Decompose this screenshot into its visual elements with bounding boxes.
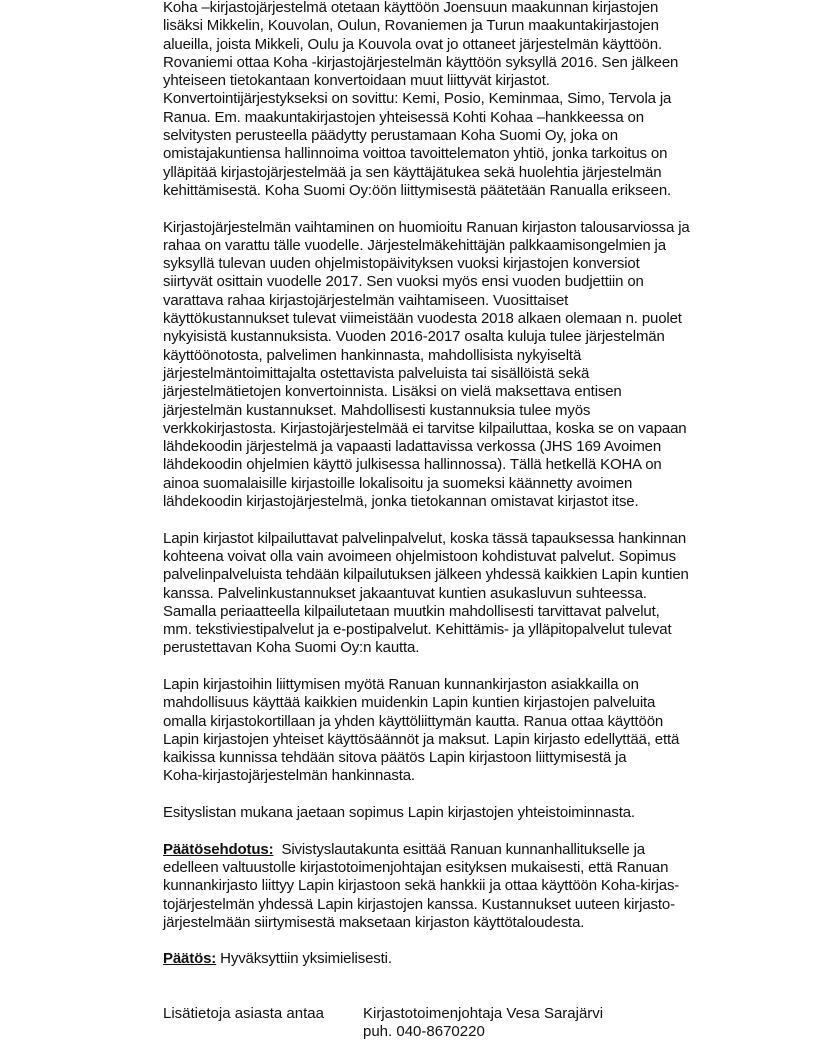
decision-line bbox=[163, 950, 763, 968]
proposal-section bbox=[163, 841, 763, 932]
text-line: Lapin kirjastot kilpailuttavat palvelinpalvelut, koska tässä tapauksessa hankinnan bbox=[163, 529, 687, 547]
text-line: ylläpitää kirjastojärjestelmää ja sen käyttäjätukea sekä huolehtia järjestelmän bbox=[163, 163, 662, 181]
contact-label: Lisätietoja asiasta antaa bbox=[163, 1004, 324, 1022]
contact-row-name bbox=[163, 1005, 763, 1023]
text-line: kohteena voivat olla vain avoimeen ohjelmistoon kohdistuvat palvelut. Sopimus bbox=[163, 547, 676, 565]
text-line: käyttökustannukset tulevat viimeistään vuodesta 2018 alkaen olemaan n. puolet bbox=[163, 310, 682, 328]
paragraph-spacer bbox=[163, 822, 763, 840]
proposal-text: Sivistyslautakunta esittää Ranuan kunnanhallitukselle ja bbox=[281, 840, 645, 858]
text-line: palvelinpalveluista tehdään kilpailutuksen jälkeen yhdessä kaikkien Lapin kuntien bbox=[163, 566, 689, 584]
decision-section bbox=[163, 950, 763, 968]
paragraph-spacer bbox=[163, 786, 763, 804]
paragraph-spacer bbox=[163, 658, 763, 676]
text-line: syksyllä tulevan uuden ohjelmistopäivityksen vuoksi kirjastojen konversiot bbox=[163, 255, 640, 273]
text-line: Samalla periaatteella kilpailutetaan muutkin mahdollisesti tarvittavat palvelut, bbox=[163, 602, 660, 620]
decision-text: Hyväksyttiin yksimielisesti. bbox=[220, 950, 392, 968]
document-page bbox=[163, 0, 763, 1041]
text-line: järjestelmään siirtymisestä maksetaan kirjaston käyttötaloudesta. bbox=[163, 913, 585, 931]
text-line: alueilla, joista Mikkeli, Oulu ja Kouvola ovat jo ottaneet järjestelmän käyttöön. bbox=[163, 35, 662, 53]
text-line: Kirjastojärjestelmän vaihtaminen on huomioitu Ranuan kirjaston talousarviossa ja bbox=[163, 218, 690, 236]
text-line: yhteiseen tietokantaan konvertoidaan muut liittyvät kirjastot. bbox=[163, 72, 550, 90]
text-line: Koha –kirjastojärjestelmä otetaan käyttöön Joensuun maakunnan kirjastojen bbox=[163, 0, 659, 16]
text-line: lähdekoodin järjestelmä ja vapaasti ladattavissa verkossa (JHS 169 Avoimen bbox=[163, 438, 662, 456]
text-line: varattava rahaa kirjastojärjestelmän vaihtamiseen. Vuosittaiset bbox=[163, 291, 569, 309]
text-line: Rovaniemi ottaa Koha -kirjastojärjestelmän käyttöön syksyllä 2016. Sen jälkeen bbox=[163, 53, 679, 71]
text-line: kehittämisestä. Koha Suomi Oy:öön liittymisestä päätetään Ranualla erikseen. bbox=[163, 181, 672, 199]
text-line: omalla kirjastokortillaan ja yhden käyttöliittymän kautta. Ranua ottaa käyttöön bbox=[163, 712, 664, 730]
text-line: Ranua. Em. maakuntakirjastojen yhteisessä Kohti Kohaa –hankkeessa on bbox=[163, 108, 644, 126]
paragraph-budget bbox=[163, 219, 763, 512]
contact-phone: puh. 040-8670220 bbox=[363, 1023, 485, 1041]
text-line: siirtyvät osittain vuodelle 2017. Sen vuoksi myös ensi vuoden budjettiin on bbox=[163, 273, 644, 291]
text-line: omistajakuntiensa hallinnoima voittoa tavoittelematon yhtiö, jonka tarkoitus on bbox=[163, 145, 668, 163]
paragraph-lapland-libraries bbox=[163, 676, 763, 786]
text-line: tojärjestelmän yhdessä Lapin kirjastojen kanssa. Kustannukset uuteen kirjasto- bbox=[163, 895, 675, 913]
text-line: Esityslistan mukana jaetaan sopimus Lapin kirjastojen yhteistoiminnasta. bbox=[163, 804, 635, 822]
text-line: kunnankirjasto liittyy Lapin kirjastoon sekä hankkii ja ottaa käyttöön Koha-kirjas- bbox=[163, 877, 680, 895]
decision-label: Päätös: bbox=[163, 950, 217, 968]
paragraph-agreement-note bbox=[163, 804, 763, 822]
text-line: järjestelmäntoimittajalta ostettavista palveluista tai sisällöistä sekä bbox=[163, 364, 590, 382]
text-line: mm. tekstiviestipalvelut ja e-postipalvelut. Kehittämis- ja ylläpitopalvelut tulevat bbox=[163, 621, 672, 639]
paragraph-koha-intro bbox=[163, 0, 763, 200]
text-line: lähdekoodin kirjastojärjestelmä, jonka tietokannan omistavat kirjastot itse. bbox=[163, 493, 639, 511]
text-line: käyttöönotosta, palvelimen hankinnasta, mahdollisista nykyiseltä bbox=[163, 346, 582, 364]
text-line: nykyisistä kustannuksista. Vuoden 2016-2017 osalta kuluja tulee järjestelmän bbox=[163, 328, 665, 346]
text-line: ainoa suomalaisille kirjastoille lokalisoitu ja suomeksi käännetty avoimen bbox=[163, 474, 633, 492]
text-line: selvitysten perusteella päädytty perustamaan Koha Suomi Oy, joka on bbox=[163, 127, 618, 145]
text-line: järjestelmän kustannukset. Mahdollisesti kustannuksia tulee myös bbox=[163, 401, 591, 419]
text-line: kaikissa kunnissa tehdään sitova päätös Lapin kirjastoon liittymisestä ja bbox=[163, 749, 627, 767]
text-line: perustettavan Koha Suomi Oy:n kautta. bbox=[163, 639, 420, 657]
text-line: lisäksi Mikkelin, Kouvolan, Oulun, Rovaniemen ja Turun maakuntakirjastojen bbox=[163, 17, 659, 35]
contact-name: Kirjastotoimenjohtaja Vesa Sarajärvi bbox=[363, 1004, 604, 1022]
text-line: mahdollisuus käyttää kaikkien muidenkin Lapin kuntien kirjastojen palveluita bbox=[163, 694, 656, 712]
text-line: Konvertointijärjestykseksi on sovittu: Kemi, Posio, Keminmaa, Simo, Tervola ja bbox=[163, 90, 672, 108]
text-line: lähdekoodin ohjelmien käyttö julkisessa hallinnossa). Tällä hetkellä KOHA on bbox=[163, 456, 662, 474]
text-line: Lapin kirjastoihin liittymisen myötä Ranuan kunnankirjaston asiakkailla on bbox=[163, 675, 639, 693]
text-line: verkkokirjastosta. Kirjastojärjestelmää ei tarvitse kilpailuttaa, koska se on vapaan bbox=[163, 419, 687, 437]
contact-section bbox=[163, 1005, 763, 1042]
paragraph-spacer bbox=[163, 511, 763, 529]
proposal-first-line bbox=[163, 841, 763, 859]
proposal-label: Päätösehdotus: bbox=[163, 840, 274, 858]
contact-row-phone bbox=[163, 1023, 763, 1041]
text-line: Lapin kirjastojen yhteiset käyttösäännöt ja maksut. Lapin kirjasto edellyttää, että bbox=[163, 730, 680, 748]
text-line: järjestelmätietojen konvertoinnista. Lisäksi on vielä maksettava entisen bbox=[163, 383, 622, 401]
text-line: edelleen valtuustolle kirjastotoimenjohtajan esityksen mukaisesti, että Ranuan bbox=[163, 858, 669, 876]
text-line: rahaa on varattu tälle vuodelle. Järjestelmäkehittäjän palkkaamisongelmien ja bbox=[163, 236, 666, 254]
text-line: kanssa. Palvelinkustannukset jakaantuvat kuntien asukasluvun suhteessa. bbox=[163, 584, 647, 602]
paragraph-server-services bbox=[163, 530, 763, 658]
paragraph-spacer bbox=[163, 932, 763, 950]
paragraph-spacer bbox=[163, 200, 763, 218]
text-line: Koha-kirjastojärjestelmän hankinnasta. bbox=[163, 767, 415, 785]
